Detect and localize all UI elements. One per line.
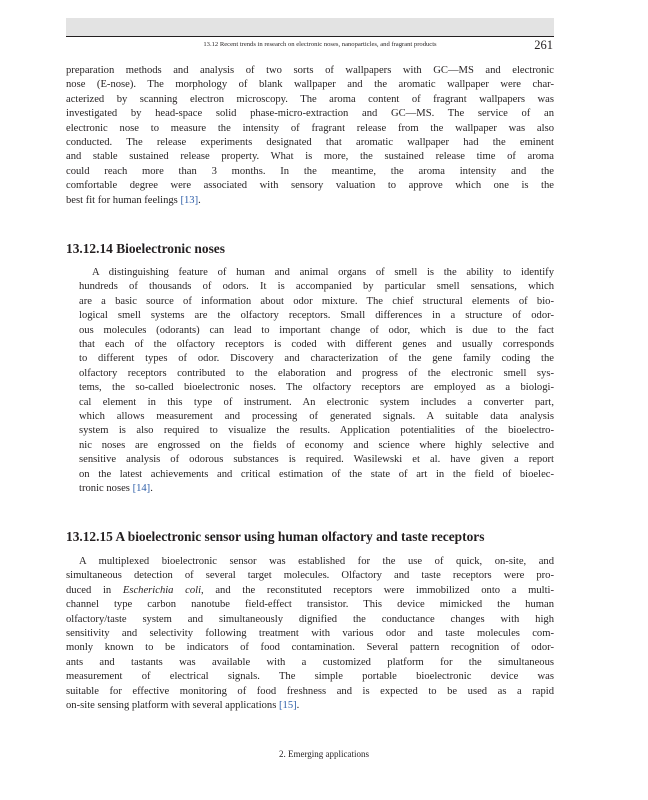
section-heading-bioelectronic-sensor: 13.12.15 A bioelectronic sensor using human olfactory and taste receptors: [66, 529, 485, 544]
text-line: olfactory/taste system and simultaneously dignified the conductance changes with high: [66, 613, 554, 625]
text-line: system is also required to visualize the results. Application potentialities of the bioelectro-: [79, 425, 554, 437]
sentence-end: .: [296, 700, 300, 712]
text-line: A distinguishing feature of human and animal organs of smell is the ability to identify: [92, 267, 554, 278]
text-line: are a basic source of information about odor mixture. The chief structural elements of bio-: [79, 295, 554, 307]
text-line-content: on-site sensing platform with several applications: [66, 700, 280, 712]
text-line: sensitive analysis of odorous substances is required. Wasilewski et al. have given a report: [79, 454, 554, 466]
text-line: cal element in this type of instrument. An electronic system includes a converter part,: [79, 396, 554, 408]
text-line: that each of the olfactory receptors is coded with different genes and usually corresponds: [79, 339, 554, 351]
text-line: preparation methods and analysis of two sorts of wallpapers with GC—MS and electronic: [66, 65, 554, 76]
text-line: could reach more than 3 months. In the meantime, the aroma intensity and the: [66, 165, 554, 177]
text-line: and stable sustained release property. What is more, the sustained release time of aroma: [66, 151, 554, 163]
running-head: 13.12 Recent trends in research on electronic noses, nanoparticles, and fragrant products: [203, 41, 437, 48]
text-segment: , and the reconstituted receptors were immobilized onto a multi-: [201, 584, 554, 596]
citation-link-15[interactable]: [15]: [279, 700, 297, 712]
text-line: simultaneous detection of several target molecules. Olfactory and taste receptors were pro-: [66, 570, 554, 582]
sentence-end: .: [150, 483, 153, 495]
page-number: 261: [534, 38, 553, 52]
header-band: [66, 18, 554, 36]
text-line: suitable for effective monitoring of food freshness and is expected to be used as a rapid: [66, 685, 554, 697]
text-line: electronic nose to measure the intensity of fragrant release from the wallpaper was also: [66, 122, 554, 134]
text-line: ants and tastants was available with a customized platform for the simultaneous: [66, 656, 554, 668]
text-line: logical smell systems are the olfactory receptors. Small differences in a structure of odor-: [79, 310, 554, 322]
text-line: to different types of odor. Discovery and characterization of the gene family coding the: [79, 353, 554, 365]
text-line: on the latest achievements and critical estimation of the state of art in the field of bioelec-: [79, 468, 554, 480]
bioelectronic-noses-paragraph: [66, 266, 554, 497]
text-line: conducted. The release experiments designated that aromatic wallpaper had the eminent: [66, 137, 554, 149]
text-line: hundreds of thousands of odors. It is accompanied by particular smell sensations, which: [79, 281, 554, 293]
text-line: nic noses are engrossed on the fields of economy and science where highly selective and: [79, 439, 554, 451]
text-segment: duced in: [66, 584, 123, 596]
text-line: monly known to be indicators of food contamination. Several pattern recognition of odor-: [66, 642, 554, 654]
species-name: Escherichia coli: [122, 584, 202, 596]
text-line: which allows measurement and processing of generated signals. A suitable data analysis: [79, 411, 554, 423]
citation-link-13[interactable]: [13]: [180, 194, 199, 206]
section-heading-bioelectronic-noses: 13.12.14 Bioelectronic noses: [66, 241, 225, 256]
text-line-last: [66, 194, 554, 208]
text-line-last: [66, 482, 554, 496]
page-footer: 2. Emerging applications: [278, 749, 370, 759]
text-line: olfactory receptors contributed to the elaboration and progress of the electronic smell sys-: [79, 367, 554, 379]
text-line-last: [66, 699, 554, 713]
text-line: investigated by head-space solid phase-micro-extraction and GC—MS. The service of an: [66, 108, 554, 120]
sentence-end: .: [198, 194, 201, 206]
text-line-content: tronic noses: [79, 483, 133, 495]
text-line: nose (E-nose). The morphology of blank wallpaper and the aromatic wallpaper were char-: [66, 79, 554, 91]
text-line: ous molecules (odorants) can lead to important change of odor, which is due to the fact: [79, 324, 554, 336]
text-line: tems, the so-called bioelectronic noses. The olfactory receptors are employed as a biologi-: [79, 382, 554, 394]
intro-paragraph: [66, 64, 554, 208]
text-line: acterized by scanning electron microscopy. The aroma content of fragrant wallpapers was: [66, 93, 554, 105]
text-line: measurement of electrical signals. The simple portable bioelectronic device was: [66, 671, 554, 683]
text-line: A multiplexed bioelectronic sensor was established for the use of quick, on-site, and: [79, 556, 554, 567]
text-line: [66, 584, 554, 598]
text-line-content: best fit for human feelings: [66, 194, 181, 206]
header-rule: [66, 36, 554, 37]
bioelectronic-sensor-paragraph: [66, 555, 554, 713]
citation-link-14[interactable]: [14]: [132, 483, 151, 495]
text-line: comfortable degree were associated with sensory valuation to approve which one is the: [66, 180, 554, 192]
text-line: sensitivity and selectivity following treatment with various odor and taste molecules com-: [66, 628, 554, 640]
text-line: channel type carbon nanotube field-effect transistor. This device mimicked the human: [66, 599, 554, 611]
